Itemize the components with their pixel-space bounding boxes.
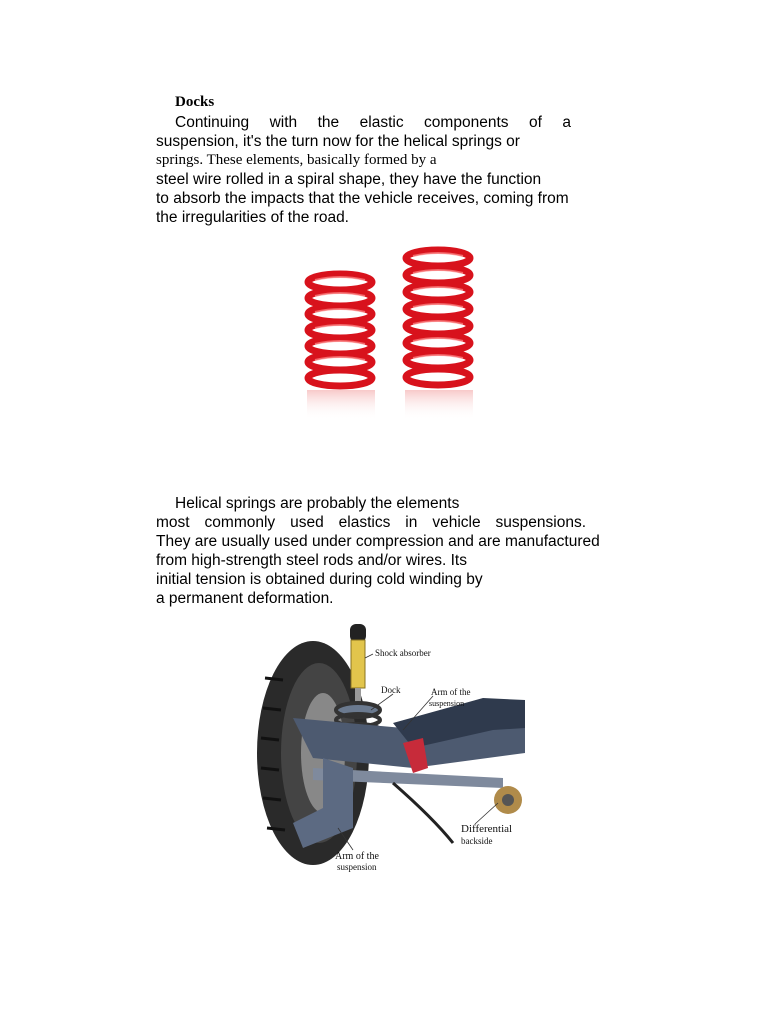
- paragraph1-line-1: Continuing with the elastic components of a: [175, 114, 571, 131]
- paragraph1-line-4: steel wire rolled in a spiral shape, they have the function: [156, 171, 542, 188]
- label-arm-bottom-line2: suspension: [337, 862, 377, 872]
- label-shock-absorber: Shock absorber: [375, 648, 431, 658]
- paragraph2-line-3: They are usually used under compression and are manufactured: [156, 533, 600, 550]
- paragraph1-line-2: suspension, it's the turn now for the helical springs or: [156, 133, 520, 150]
- paragraph2-line-4: from high-strength steel rods and/or wires. Its: [156, 552, 467, 569]
- paragraph2-line-2: most commonly used elastics in vehicle suspensions.: [156, 514, 586, 531]
- spring-left-reflection: [307, 390, 375, 420]
- label-differential-line2: backside: [461, 836, 493, 846]
- spring-right-reflection: [405, 390, 473, 420]
- label-differential-line1: Differential: [461, 823, 513, 835]
- paragraph1-line-6: the irregularities of the road.: [156, 209, 349, 226]
- helical-springs-image: [295, 240, 485, 430]
- label-arm-bottom-line1: Arm of the: [335, 851, 379, 862]
- section-title: Docks: [175, 94, 215, 110]
- label-arm-top-line1: Arm of the: [431, 687, 471, 697]
- paragraph2-line-5: initial tension is obtained during cold winding by: [156, 571, 483, 588]
- label-dock: Dock: [381, 685, 401, 695]
- paragraph1-line-5: to absorb the impacts that the vehicle receives, coming from: [156, 190, 569, 207]
- paragraph2-line-1: Helical springs are probably the elements: [175, 495, 460, 512]
- spring-left-icon: [308, 274, 372, 386]
- paragraph1-line-3: springs. These elements, basically formed by a: [156, 152, 437, 168]
- label-arm-top-line2: suspension: [429, 699, 465, 708]
- suspension-diagram-image: [253, 618, 525, 874]
- paragraph2-line-6: a permanent deformation.: [156, 590, 334, 607]
